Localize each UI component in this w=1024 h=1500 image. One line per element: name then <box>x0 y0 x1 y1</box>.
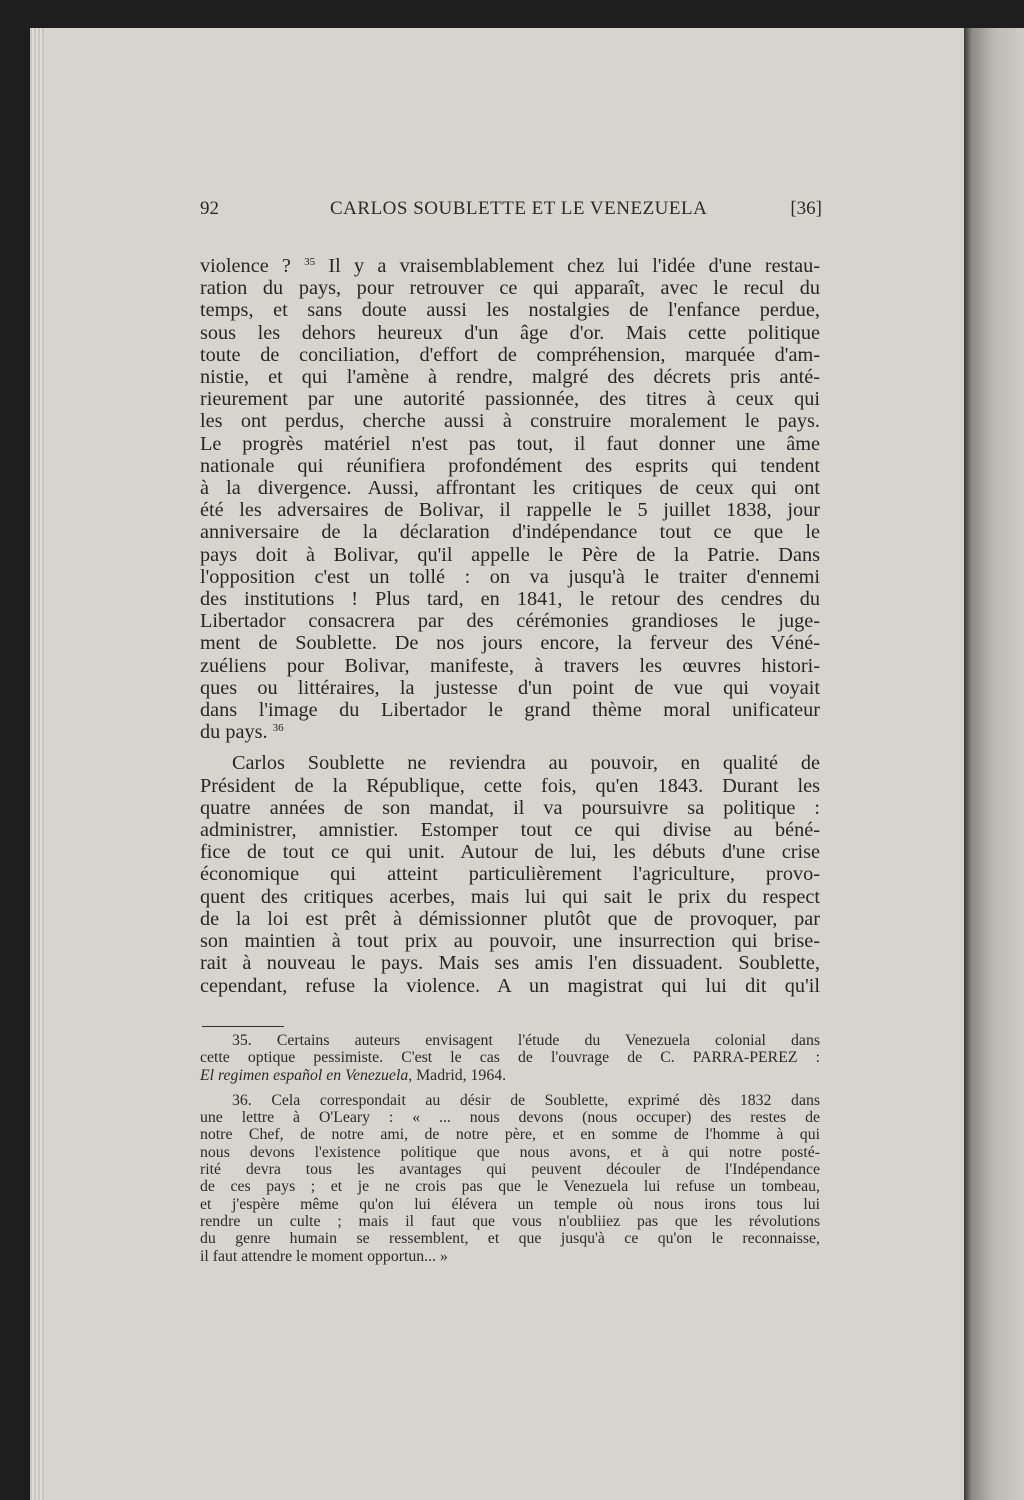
text-line: été les adversaires de Bolivar, il rappelle le 5 juillet 1838, jour <box>200 499 820 522</box>
text-line <box>200 721 820 743</box>
text-line: il faut attendre le moment opportun... » <box>200 1247 448 1265</box>
text-line: de ces pays ; et je ne crois pas que le Venezuela lui refuse un tombeau, <box>200 1178 820 1196</box>
text-line: et j'espère même qu'on lui élévera un temple où nous irons tous lui <box>200 1195 820 1213</box>
text-line: ment de Soublette. De nos jours encore, la ferveur des Véné- <box>200 632 820 655</box>
text-line: l'opposition c'est un tollé : on va jusqu'à le traiter d'ennemi <box>200 565 820 588</box>
page-stack-edge <box>30 28 44 1500</box>
text-line: rité devra tous les avantages qui peuvent découler de l'Indépendance <box>200 1161 820 1179</box>
text-line: administrer, amnistier. Estomper tout ce qui divise au béné- <box>200 819 820 842</box>
section-number: [36] <box>790 198 822 219</box>
text-line: sous les dehors heureux d'un âge d'or. Mais cette politique <box>200 321 820 344</box>
text-line: fice de tout ce qui unit. Autour de lui, les débuts d'une crise <box>200 841 820 864</box>
facing-page-edge <box>964 28 1024 1500</box>
text-line: zuéliens pour Bolivar, manifeste, à travers les œuvres histori- <box>200 654 820 677</box>
running-header <box>200 198 822 224</box>
text-line: anniversaire de la déclaration d'indépendance tout ce que le <box>200 521 820 544</box>
text-line: ques ou littéraires, la justesse d'un point de vue qui voyait <box>200 676 820 699</box>
page-number: 92 <box>200 198 219 219</box>
text-line: de la loi est prêt à démissionner plutôt que de provoquer, par <box>200 907 820 930</box>
text-line: Libertador consacrera par des cérémonies grandioses le juge- <box>200 610 820 633</box>
text-line: son maintien à tout prix au pouvoir, une insurrection qui brise- <box>200 930 820 953</box>
text-line: quent des critiques acerbes, mais lui qui sait le prix du respect <box>200 885 820 908</box>
text: violence ? <box>200 255 305 277</box>
text-line <box>200 255 820 277</box>
text-line: à la divergence. Aussi, affrontant les critiques de ceux qui ont <box>200 477 820 500</box>
text-line: Président de la République, cette fois, qu'en 1843. Durant les <box>200 774 820 797</box>
text-line: rieurement par une autorité passionnée, des titres à ceux qui <box>200 388 820 411</box>
text-line: une lettre à O'Leary : « ... nous devons (nous occuper) des restes de <box>200 1109 820 1127</box>
text: Il y a vraisemblablement chez lui l'idée d'une restau- <box>315 255 820 277</box>
text-line <box>200 1067 820 1084</box>
text-line: rait à nouveau le pays. Mais ses amis l'en dissuadent. Soublette, <box>200 952 820 975</box>
text-line: notre Chef, de notre ami, de notre père, et en somme de l'homme à qui <box>200 1126 820 1144</box>
book-title: El regimen español en Venezuela, <box>200 1066 413 1084</box>
text-line: nationale qui réunifiera profondément des esprits qui tendent <box>200 454 820 477</box>
text-line: quatre années de son mandat, il va poursuivre sa politique : <box>200 796 820 819</box>
text-line: ration du pays, pour retrouver ce qui apparaît, avec le recul du <box>200 277 820 300</box>
text-line: 35. Certains auteurs envisagent l'étude du Venezuela colonial dans <box>232 1032 820 1049</box>
text: du pays. <box>200 721 273 744</box>
footnotes <box>200 1032 820 1265</box>
text: Madrid, 1964. <box>412 1066 507 1084</box>
text-line: Le progrès matériel n'est pas tout, il faut donner une âme <box>200 432 820 455</box>
text-line: toute de conciliation, d'effort de compréhension, marquée d'am- <box>200 343 820 366</box>
text-line: du genre humain se ressemblent, et que jusqu'à ce qu'on le reconnaisse, <box>200 1230 820 1248</box>
text-line: cette optique pessimiste. C'est le cas de l'ouvrage de C. PARRA-PEREZ : <box>200 1049 820 1067</box>
text-line: nous devons l'existence politique que nous avons, et à qui notre posté- <box>200 1143 820 1161</box>
text-line: des institutions ! Plus tard, en 1841, le retour des cendres du <box>200 588 820 611</box>
text-line: pays doit à Bolivar, qu'il appelle le Père de la Patrie. Dans <box>200 543 820 566</box>
main-text <box>200 255 820 997</box>
footnote-rule <box>202 1026 284 1027</box>
running-title: CARLOS SOUBLETTE ET LE VENEZUELA <box>330 198 708 219</box>
text-line: les ont perdus, cherche aussi à construire moralement le pays. <box>200 410 820 433</box>
text-line: 36. Cela correspondait au désir de Soublette, exprimé dès 1832 dans <box>232 1091 820 1109</box>
text-line: économique qui atteint particulièrement l'agriculture, provo- <box>200 863 820 886</box>
text-line: cependant, refuse la violence. A un magistrat qui lui dit qu'il <box>200 974 820 997</box>
text-line: dans l'image du Libertador le grand thème moral unificateur <box>200 699 820 722</box>
text-line: Carlos Soublette ne reviendra au pouvoir, en qualité de <box>232 752 820 775</box>
footnote-ref: 36 <box>272 722 284 735</box>
text-line: temps, et sans doute aussi les nostalgies de l'enfance perdue, <box>200 299 820 322</box>
text-line: rendre un culte ; mais il faut que vous n'oubliiez pas que les révolutions <box>200 1212 820 1230</box>
footnote-ref: 35 <box>304 256 316 268</box>
text-line: nistie, et qui l'amène à rendre, malgré des décrets pris anté- <box>200 366 820 389</box>
